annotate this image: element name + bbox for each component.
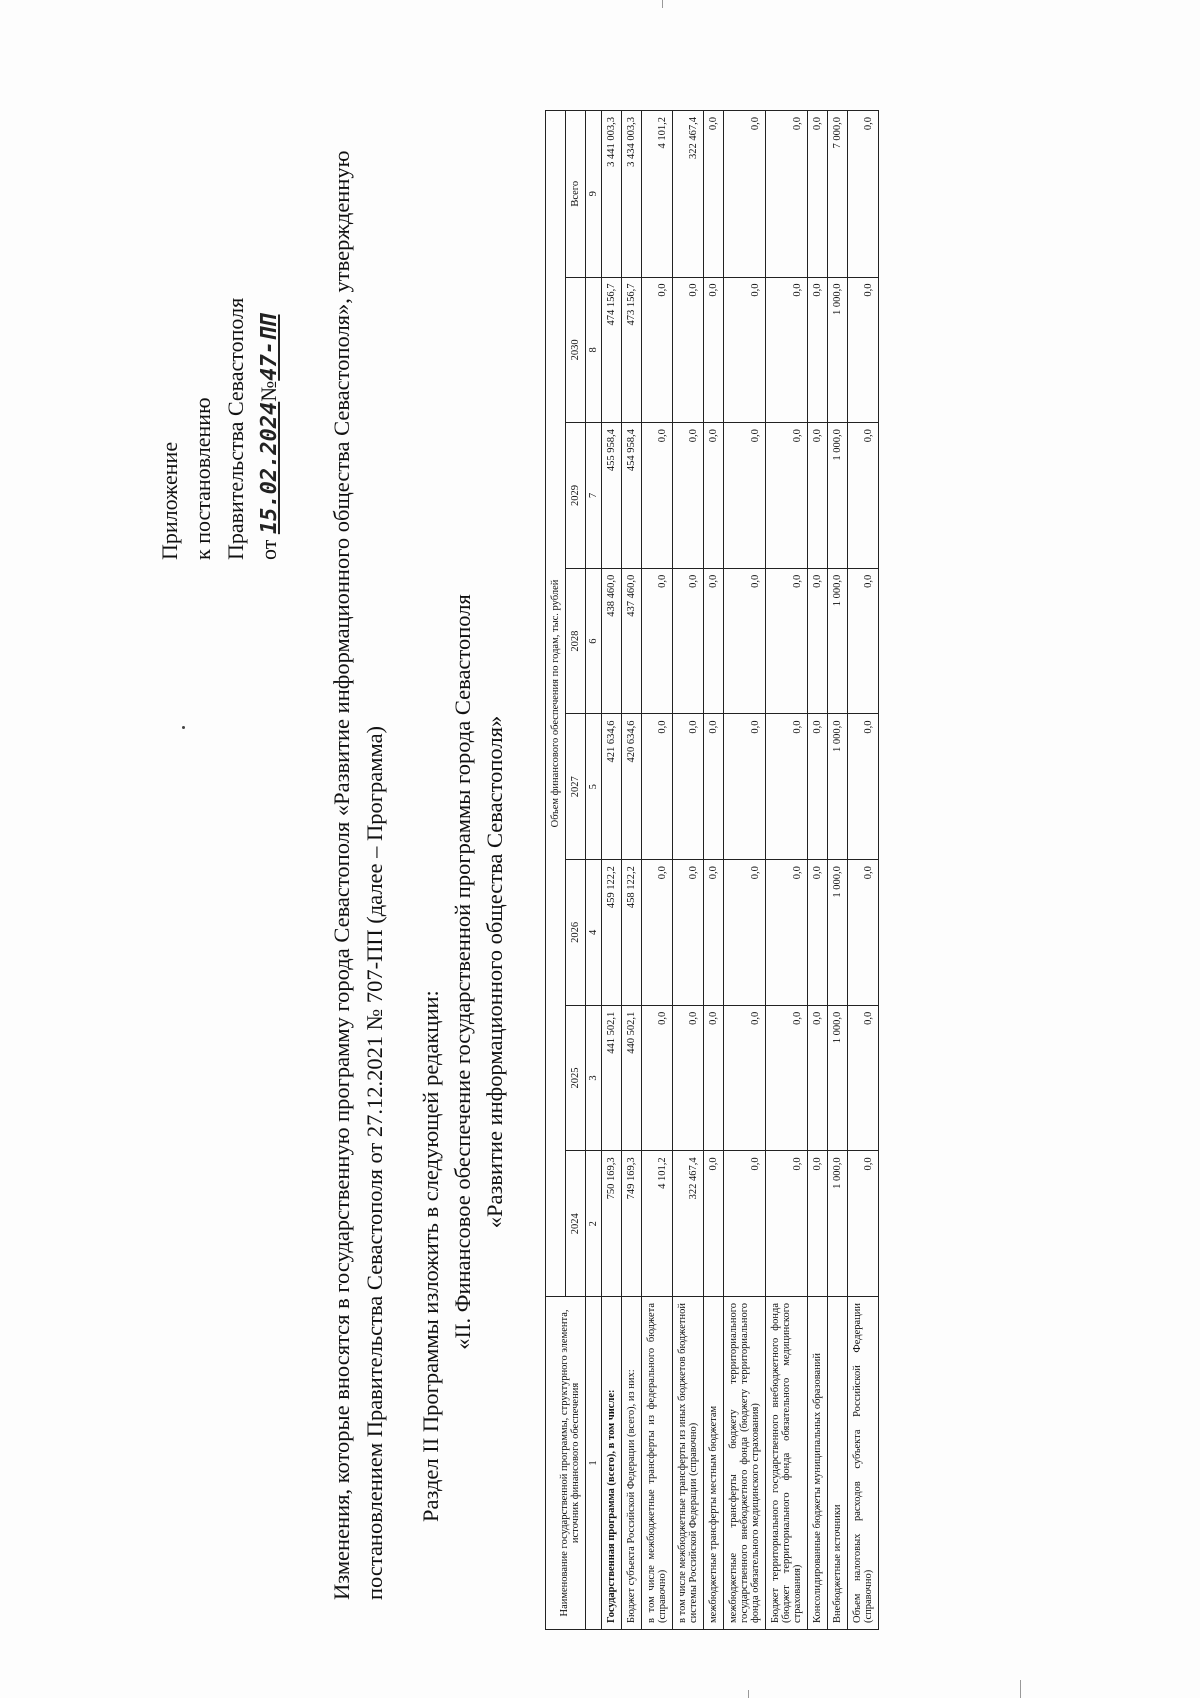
row-value-cell: 3 434 003,3	[622, 111, 642, 278]
year-header-cell: 2024	[566, 1151, 586, 1297]
row-name-cell: в том числе межбюджетные трансферты из иных бюджетов бюджетной системы Российской Федерации (справочно)	[673, 1297, 704, 1630]
year-header-cell: 2025	[566, 1005, 586, 1151]
row-value-cell: 750 169,3	[602, 1151, 622, 1297]
row-value-cell: 0,0	[704, 860, 724, 1006]
row-value-cell: 0,0	[808, 423, 828, 569]
row-name-cell: межбюджетные трансферты местным бюджетам	[704, 1297, 724, 1630]
rotated-content	[125, 80, 1145, 1640]
year-header-cell: 2030	[566, 277, 586, 423]
row-value-cell: 458 122,2	[622, 860, 642, 1006]
row-value-cell: 1 000,0	[828, 277, 848, 423]
row-value-cell: 0,0	[848, 568, 879, 714]
row-value-cell: 0,0	[848, 111, 879, 278]
row-value-cell: 1 000,0	[828, 860, 848, 1006]
row-value-cell: 1 000,0	[828, 568, 848, 714]
table-row	[808, 111, 828, 1630]
column-index-cell: 5	[586, 714, 602, 860]
row-value-cell: 0,0	[673, 277, 704, 423]
row-value-cell: 3 441 003,3	[602, 111, 622, 278]
row-value-cell: 0,0	[704, 1005, 724, 1151]
row-value-cell: 4 101,2	[642, 111, 673, 278]
row-value-cell: 0,0	[673, 860, 704, 1006]
row-value-cell: 0,0	[724, 111, 766, 278]
row-value-cell: 441 502,1	[602, 1005, 622, 1151]
row-value-cell: 474 156,7	[602, 277, 622, 423]
year-header-cell: 2027	[566, 714, 586, 860]
year-header-cell: Всего	[566, 111, 586, 278]
row-value-cell: 0,0	[642, 277, 673, 423]
row-value-cell: 420 634,6	[622, 714, 642, 860]
row-value-cell: 0,0	[724, 568, 766, 714]
row-value-cell: 0,0	[642, 860, 673, 1006]
row-value-cell: 0,0	[704, 277, 724, 423]
row-value-cell: 421 634,6	[602, 714, 622, 860]
table-row	[848, 111, 879, 1630]
row-value-cell: 0,0	[766, 860, 808, 1006]
row-name-cell: Объем налоговых расходов субъекта Российской Федерации (справочно)	[848, 1297, 879, 1630]
row-value-cell: 0,0	[808, 277, 828, 423]
row-value-cell: 0,0	[704, 423, 724, 569]
row-value-cell: 749 169,3	[622, 1151, 642, 1297]
row-value-cell: 0,0	[673, 568, 704, 714]
appendix-date-number-line	[252, 120, 286, 560]
year-header-cell: 2029	[566, 423, 586, 569]
row-value-cell: 0,0	[808, 714, 828, 860]
row-value-cell: 0,0	[724, 860, 766, 1006]
row-value-cell: 0,0	[808, 1005, 828, 1151]
row-value-cell: 322 467,4	[673, 1151, 704, 1297]
header-name-column: Наименование государственной программы, структурного элемента, источник финансового обеспечения	[546, 1297, 586, 1630]
section-line-1: Раздел II Программы изложить в следующей редакции:	[418, 990, 443, 1522]
row-value-cell: 0,0	[766, 1151, 808, 1297]
row-value-cell: 0,0	[704, 1151, 724, 1297]
row-name-cell: в том числе межбюджетные трансферты из федерального бюджета (справочно)	[642, 1297, 673, 1630]
row-value-cell: 0,0	[673, 714, 704, 860]
row-value-cell: 0,0	[704, 111, 724, 278]
row-value-cell: 454 958,4	[622, 423, 642, 569]
row-value-cell: 0,0	[673, 423, 704, 569]
row-value-cell: 0,0	[848, 1151, 879, 1297]
row-value-cell: 0,0	[766, 423, 808, 569]
row-name-cell: Внебюджетные источники	[828, 1297, 848, 1630]
row-value-cell: 437 460,0	[622, 568, 642, 714]
number-prefix: №	[256, 380, 281, 402]
row-value-cell: 455 958,4	[602, 423, 622, 569]
row-value-cell: 0,0	[724, 277, 766, 423]
table-body	[602, 111, 879, 1630]
row-value-cell: 0,0	[848, 423, 879, 569]
row-name-cell: Государственная программа (всего), в том числе:	[602, 1297, 622, 1630]
row-value-cell: 0,0	[766, 277, 808, 423]
table-row	[642, 111, 673, 1630]
table-row	[673, 111, 704, 1630]
scan-edge-mark	[1020, 1680, 1021, 1698]
column-index-cell: 9	[586, 111, 602, 278]
section-heading	[415, 122, 511, 1522]
handwritten-number: 47-ПП	[257, 314, 282, 381]
row-value-cell: 0,0	[848, 714, 879, 860]
section-line-2: «II. Финансовое обеспечение государственной программы города Севастополя	[450, 594, 475, 1350]
column-index-cell: 7	[586, 423, 602, 569]
appendix-line-2: к постановлению	[190, 397, 215, 560]
row-value-cell: 0,0	[642, 714, 673, 860]
row-name-cell: Бюджет территориального государственного внебюджетного фонда (бюджет территориального фонда обязательного медицинского страхования)	[766, 1297, 808, 1630]
row-value-cell: 0,0	[724, 1151, 766, 1297]
row-value-cell: 0,0	[848, 277, 879, 423]
row-value-cell: 0,0	[673, 1005, 704, 1151]
row-value-cell: 0,0	[808, 860, 828, 1006]
row-name-cell: межбюджетные трансферты бюджету территориального государственного внебюджетного фонда (бюджету территориального фонда обязательного медицинского страхования)	[724, 1297, 766, 1630]
row-value-cell: 1 000,0	[828, 1005, 848, 1151]
row-value-cell: 1 000,0	[828, 714, 848, 860]
date-prefix: от	[256, 539, 281, 560]
row-value-cell: 473 156,7	[622, 277, 642, 423]
row-value-cell: 0,0	[848, 1005, 879, 1151]
scan-edge-mark	[748, 1690, 749, 1698]
column-index-row	[586, 111, 602, 1630]
scan-edge-mark	[662, 0, 663, 8]
table-row	[622, 111, 642, 1630]
row-value-cell: 0,0	[642, 423, 673, 569]
column-index-cell: 8	[586, 277, 602, 423]
row-name-cell: Бюджет субъекта Российской Федерации (всего), из них:	[622, 1297, 642, 1630]
row-value-cell: 7 000,0	[828, 111, 848, 278]
column-index-cell: 2	[586, 1151, 602, 1297]
appendix-block	[153, 120, 286, 560]
row-value-cell: 0,0	[642, 1005, 673, 1151]
year-header-cell: 2028	[566, 568, 586, 714]
row-value-cell: 0,0	[724, 423, 766, 569]
table-row	[828, 111, 848, 1630]
row-value-cell: 1 000,0	[828, 1151, 848, 1297]
row-value-cell: 1 000,0	[828, 423, 848, 569]
row-name-cell: Консолидированные бюджеты муниципальных образований	[808, 1297, 828, 1630]
year-header-cell: 2026	[566, 860, 586, 1006]
row-value-cell: 0,0	[766, 111, 808, 278]
intro-paragraph: Изменения, которые вносятся в государственную программу города Севастополя «Развитие информационного общества Севастополя», утвержденную постановлением Правительства Севастополя от 27.12.2021 № 707-ПП (далее – Программа)	[329, 150, 387, 1600]
row-value-cell: 0,0	[704, 714, 724, 860]
table-row	[704, 111, 724, 1630]
column-index-cell: 3	[586, 1005, 602, 1151]
column-index-cell: 1	[586, 1297, 602, 1630]
row-value-cell: 322 467,4	[673, 111, 704, 278]
row-value-cell: 4 101,2	[642, 1151, 673, 1297]
header-volume: Объем финансового обеспечения по годам, тыс. рублей	[546, 111, 566, 1297]
row-value-cell: 0,0	[724, 1005, 766, 1151]
appendix-line-3: Правительства Севастополя	[223, 297, 248, 560]
row-value-cell: 0,0	[766, 1005, 808, 1151]
row-value-cell: 0,0	[766, 714, 808, 860]
table-row	[602, 111, 622, 1630]
appendix-line-1: Приложение	[157, 441, 182, 560]
row-value-cell: 0,0	[808, 111, 828, 278]
row-value-cell: 0,0	[766, 568, 808, 714]
row-value-cell: 0,0	[808, 1151, 828, 1297]
row-value-cell: 438 460,0	[602, 568, 622, 714]
row-value-cell: 0,0	[848, 860, 879, 1006]
column-index-cell: 4	[586, 860, 602, 1006]
handwritten-date: 15.02.2024	[257, 401, 282, 535]
column-index-cell: 6	[586, 568, 602, 714]
row-value-cell: 0,0	[808, 568, 828, 714]
section-line-3: «Развитие информационного общества Севастополя»	[482, 715, 507, 1229]
row-value-cell: 459 122,2	[602, 860, 622, 1006]
table-row	[766, 111, 808, 1630]
row-value-cell: 0,0	[704, 568, 724, 714]
row-value-cell: 0,0	[642, 568, 673, 714]
row-value-cell: 440 502,1	[622, 1005, 642, 1151]
table-row	[724, 111, 766, 1630]
row-value-cell: 0,0	[724, 714, 766, 860]
financing-table	[545, 110, 879, 1630]
